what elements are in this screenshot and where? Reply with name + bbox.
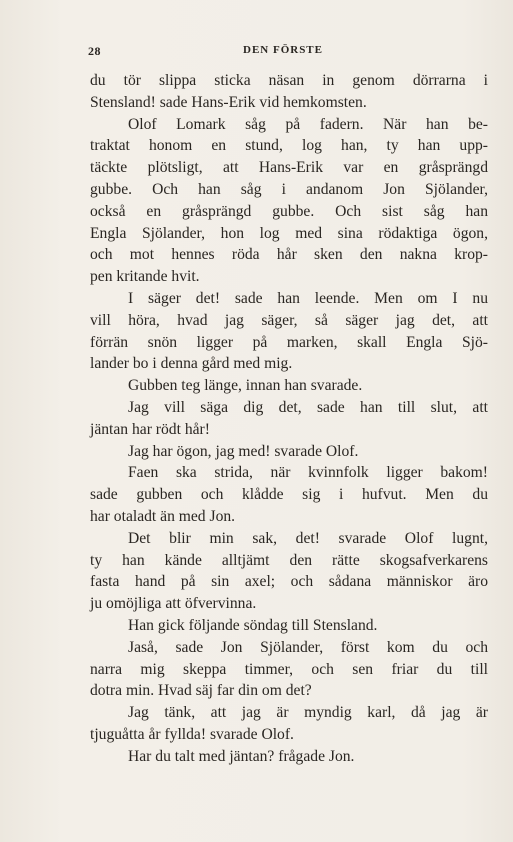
- text-line: Olof Lomark såg på fadern. När han be-: [128, 115, 488, 133]
- text-line: gubbe. Och han såg i andanom Jon Sjölander,: [90, 180, 488, 198]
- text-line: också en gråsprängd gubbe. Och sist såg han: [90, 202, 488, 220]
- text-line: Stensland! sade Hans-Erik vid hemkomsten.: [90, 93, 367, 111]
- body-text: [90, 70, 488, 768]
- text-line: Jag vill säga dig det, sade han till slut, att: [128, 398, 488, 416]
- text-line: Jag tänk, att jag är myndig karl, då jag är: [128, 704, 488, 722]
- text-line: Det blir min sak, det! svarade Olof lugnt,: [128, 529, 488, 547]
- running-title: DEN FÖRSTE: [243, 44, 323, 56]
- text-line: I säger det! sade han leende. Men om I nu: [128, 289, 488, 307]
- page-number: 28: [88, 44, 101, 58]
- text-line: tjuguåtta år fyllda! svarade Olof.: [90, 725, 294, 743]
- text-line: Har du talt med jäntan? frågade Jon.: [128, 747, 355, 765]
- text-line: dotra min. Hvad säj far din om det?: [90, 682, 312, 700]
- text-line: traktat honom en stund, log han, ty han upp-: [90, 137, 488, 155]
- text-line: Jag har ögon, jag med! svarade Olof.: [128, 442, 359, 460]
- text-line: ju omöjliga att öfvervinna.: [90, 595, 257, 613]
- running-head: [88, 44, 488, 60]
- text-line: Faen ska strida, när kvinnfolk ligger bakom!: [128, 464, 488, 482]
- text-line: och mot hennes röda hår sken den nakna krop-: [90, 246, 488, 264]
- text-line: Jaså, sade Jon Sjölander, först kom du och: [128, 638, 488, 656]
- text-line: vill höra, hvad jag säger, så säger jag det, att: [90, 311, 488, 329]
- text-line: du tör slippa sticka näsan in genom dörrarna i: [90, 72, 488, 89]
- text-line: har otaladt än med Jon.: [90, 507, 236, 525]
- text-line: Gubben teg länge, innan han svarade.: [128, 377, 363, 395]
- text-line: jäntan har rödt hår!: [90, 420, 210, 438]
- text-line: Engla Sjölander, hon log med sina rödaktiga ögon,: [90, 224, 488, 242]
- text-line: narra mig skeppa timmer, och sen friar du till: [90, 660, 488, 678]
- text-line: fasta hand på sin axel; och sådana människor äro: [90, 573, 488, 591]
- text-line: förrän snön ligger på marken, skall Engla Sjö-: [90, 333, 488, 351]
- text-line: täckte plötsligt, att Hans-Erik var en gråsprängd: [90, 159, 488, 177]
- text-line: lander bo i denna gård med mig.: [90, 355, 293, 373]
- text-line: sade gubben och klådde sig i hufvut. Men du: [90, 486, 488, 504]
- text-line: ty han kände alltjämt den rätte skogsafverkarens: [90, 551, 488, 569]
- text-line: pen kritande hvit.: [90, 268, 200, 286]
- text-line: Han gick följande söndag till Stensland.: [128, 616, 378, 634]
